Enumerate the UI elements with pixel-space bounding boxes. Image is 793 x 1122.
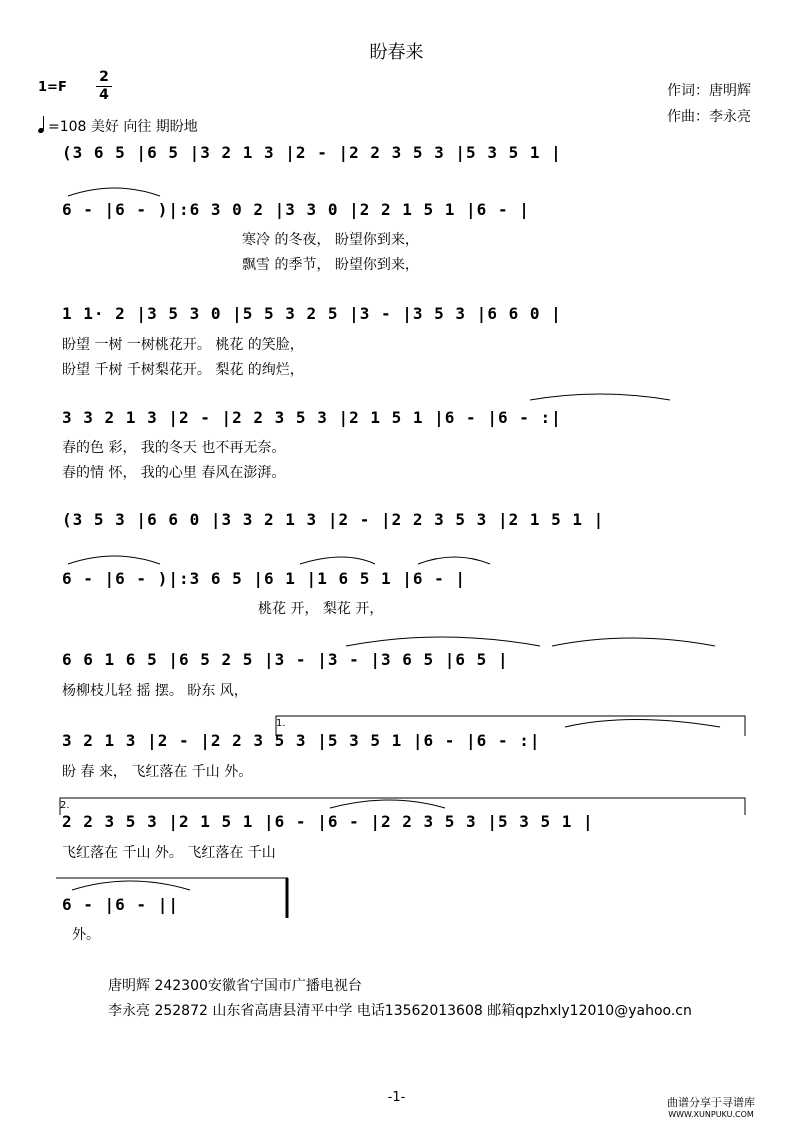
time-signature-top: 2	[99, 69, 109, 85]
slur-mark	[530, 394, 670, 400]
tempo-bpm: =108	[48, 119, 87, 135]
watermark	[667, 1094, 755, 1119]
score-system-2: 6 - |6 - )|:6 3 0 2 |3 3 0 |2 2 1 5 1 |6 - |	[62, 200, 530, 219]
score-system-9: 2 2 3 5 3 |2 1 5 1 |6 - |6 - |2 2 3 5 3 |5 3 5 1 |	[62, 812, 594, 831]
slur-mark	[346, 637, 540, 646]
slur-mark	[68, 556, 160, 564]
score-system-1: (3 6 5 |6 5 |3 2 1 3 |2 - |2 2 3 5 3 |5 3 5 1 |	[62, 143, 562, 162]
watermark-main: 曲谱分享于寻谱库	[667, 1096, 755, 1109]
slur-mark	[552, 638, 715, 646]
score-system-5: (3 5 3 |6 6 0 |3 3 2 1 3 |2 - |2 2 3 5 3 |2 1 5 1 |	[62, 510, 605, 529]
slur-mark	[565, 720, 720, 728]
lyric-line: 寒冷 的冬夜， 盼望你到来，	[242, 232, 419, 248]
score-system-8: 3 2 1 3 |2 - |2 2 3 5 3 |5 3 5 1 |6 - |6 - :|	[62, 731, 541, 750]
volta-1-label: 1.	[276, 718, 286, 729]
lyric-line: 盼 春 来， 飞红落在 千山 外。	[62, 764, 253, 780]
lyric-line: 飘雪 的季节， 盼望你到来，	[242, 257, 419, 273]
footer-line-1: 唐明辉 242300安徽省宁国市广播电视台	[108, 978, 362, 994]
lyricist-credit: 作词：唐明辉	[667, 83, 751, 99]
tempo-expression: 美好 向往 期盼地	[90, 119, 198, 135]
score-system-7: 6 6 1 6 5 |6 5 2 5 |3 - |3 - |3 6 5 |6 5 |	[62, 650, 509, 669]
slur-mark	[300, 557, 375, 564]
footer-line-2: 李永亮 252872 山东省高唐县清平中学 电话13562013608 邮箱qpzhxly12010@yahoo.cn	[108, 1003, 692, 1019]
lyric-line: 杨柳枝儿轻 摇 摆。 盼东 风，	[62, 683, 248, 699]
lyric-line: 桃花 开， 梨花 开，	[258, 601, 384, 617]
lyric-line: 盼望 一树 一树桃花开。 桃花 的笑脸，	[62, 337, 304, 353]
slur-mark	[72, 881, 190, 890]
page-number: -1-	[387, 1090, 406, 1105]
watermark-url: WWW.XUNPUKU.COM	[668, 1110, 754, 1119]
key-signature: 1=F	[38, 80, 67, 95]
composer-credit: 作曲：李永亮	[667, 109, 751, 125]
slur-mark	[418, 557, 490, 564]
volta-2-label: 2.	[60, 800, 70, 811]
time-signature-bottom: 4	[99, 87, 109, 103]
slur-mark	[330, 800, 445, 808]
lyric-line: 春的情 怀， 我的心里 春风在澎湃。	[62, 465, 286, 481]
lyric-line: 春的色 彩， 我的冬天 也不再无奈。	[62, 440, 286, 456]
volta-1-bracket	[276, 716, 745, 736]
score-system-10: 6 - |6 - ||	[62, 895, 179, 914]
lyric-line: 外。	[72, 927, 100, 943]
song-title: 盼春来	[369, 42, 424, 63]
score-system-4: 3 3 2 1 3 |2 - |2 2 3 5 3 |2 1 5 1 |6 - |6 - :|	[62, 408, 562, 427]
slur-mark	[68, 188, 160, 196]
score-system-3: 1 1· 2 |3 5 3 0 |5 5 3 2 5 |3 - |3 5 3 |6 6 0 |	[62, 304, 562, 323]
score-system-6: 6 - |6 - )|:3 6 5 |6 1 |1 6 5 1 |6 - |	[62, 569, 467, 588]
lyric-line: 盼望 千树 千树梨花开。 梨花 的绚烂，	[62, 362, 304, 378]
lyric-line: 飞红落在 千山 外。 飞红落在 千山	[62, 845, 276, 861]
